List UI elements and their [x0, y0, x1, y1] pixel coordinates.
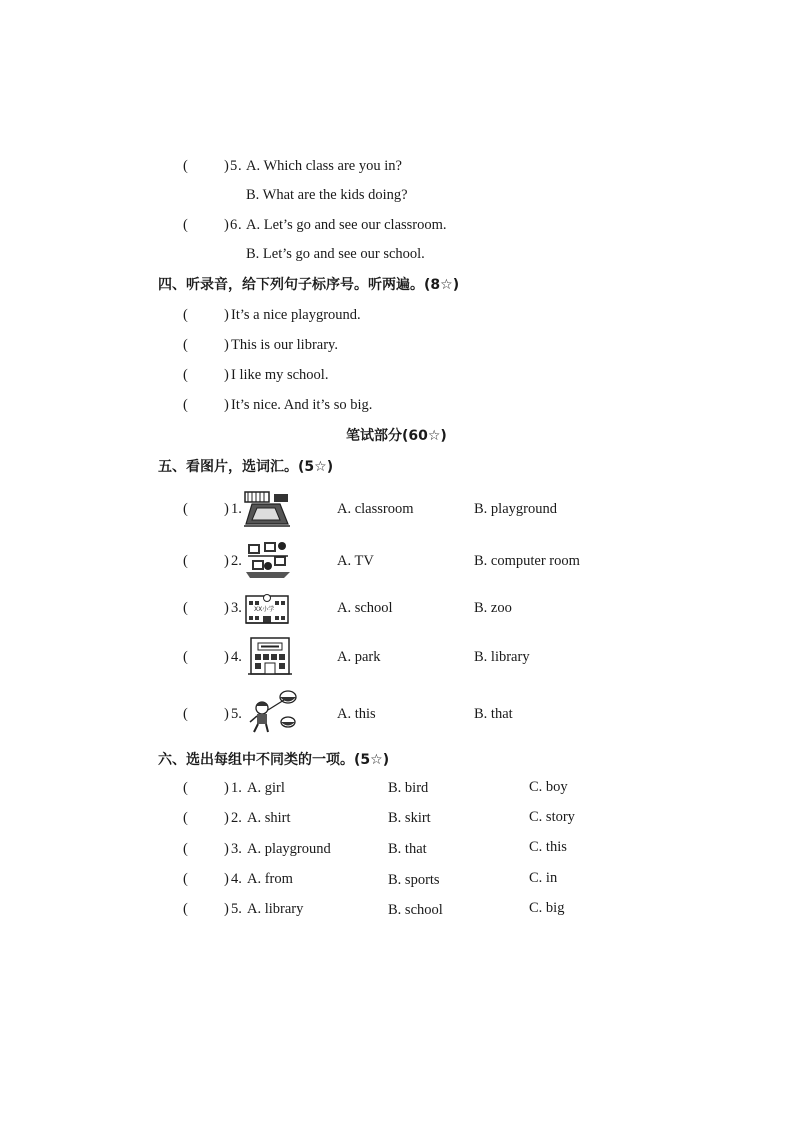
option-b: B. that [474, 706, 513, 722]
answer-paren-open[interactable]: ( [183, 706, 188, 722]
answer-paren-close: ) [224, 397, 229, 413]
option-b: B. school [388, 902, 443, 918]
option-b: B. bird [388, 780, 429, 796]
playground-icon [244, 490, 290, 528]
option-a: A. playground [247, 841, 331, 857]
answer-paren-open[interactable]: ( [183, 367, 188, 383]
written-part-title: 笔试部分(60☆) [346, 428, 447, 444]
answer-paren-close: ) [224, 706, 229, 722]
answer-paren-close: ) [224, 841, 229, 857]
option-a: A. TV [337, 553, 374, 569]
answer-paren-close: ) [224, 367, 229, 383]
option-a: A. girl [247, 780, 285, 796]
answer-paren-open[interactable]: ( [183, 901, 188, 917]
answer-paren-close: ) [224, 649, 229, 665]
option-b: B. What are the kids doing? [246, 187, 408, 203]
option-a: A. Which class are you in? [246, 158, 402, 174]
item-number: 2. [231, 553, 242, 569]
item-number: 5. [231, 901, 242, 917]
answer-paren-open[interactable]: ( [183, 780, 188, 796]
answer-paren-close: ) [224, 901, 229, 917]
option-a: A. Let’s go and see our classroom. [246, 217, 447, 233]
option-b: B. that [388, 841, 427, 857]
school-sign: XX小学 [254, 606, 275, 613]
item-number: 3. [231, 841, 242, 857]
section4-heading: 四、听录音，给下列句子标序号。听两遍。(8☆) [158, 277, 460, 293]
answer-paren-open[interactable]: ( [183, 553, 188, 569]
school-icon [245, 593, 289, 625]
answer-paren-open[interactable]: ( [183, 217, 188, 233]
answer-paren-open[interactable]: ( [183, 501, 188, 517]
option-c: C. big [529, 900, 565, 916]
section6-heading: 六、选出每组中不同类的一项。(5☆) [158, 752, 390, 768]
option-c: C. story [529, 809, 575, 825]
answer-paren-open[interactable]: ( [183, 600, 188, 616]
answer-paren-open[interactable]: ( [183, 871, 188, 887]
computer-room-icon [244, 540, 292, 580]
option-a: A. library [247, 901, 304, 917]
answer-paren-open[interactable]: ( [183, 841, 188, 857]
item-number: 6 [230, 217, 238, 233]
answer-paren-close: ) [224, 553, 229, 569]
answer-paren-close: ) [224, 307, 229, 323]
option-b: B. computer room [474, 553, 580, 569]
sentence: It’s a nice playground. [231, 307, 361, 323]
kid-balloon-icon [246, 688, 298, 734]
answer-paren-close: ) [224, 217, 229, 233]
library-icon [248, 636, 292, 676]
sentence: This is our library. [231, 337, 338, 353]
answer-paren-close: ) [224, 337, 229, 353]
option-b: B. zoo [474, 600, 512, 616]
option-a: A. shirt [247, 810, 291, 826]
option-b: B. Let’s go and see our school. [246, 246, 425, 262]
option-a: A. this [337, 706, 376, 722]
answer-paren-close: ) [224, 600, 229, 616]
option-c: C. this [529, 839, 567, 855]
option-c: C. in [529, 870, 558, 886]
answer-paren-open[interactable]: ( [183, 158, 188, 174]
option-b: B. playground [474, 501, 557, 517]
option-a: A. classroom [337, 501, 414, 517]
sentence: It’s nice. And it’s so big. [231, 397, 373, 413]
sentence: I like my school. [231, 367, 329, 383]
item-number: 1. [231, 780, 242, 796]
item-number: 5 [230, 158, 238, 174]
item-number: 3. [231, 600, 242, 616]
option-a: A. from [247, 871, 293, 887]
answer-paren-open[interactable]: ( [183, 307, 188, 323]
option-b: B. sports [388, 872, 440, 888]
option-a: A. park [337, 649, 381, 665]
option-b: B. skirt [388, 810, 431, 826]
answer-paren-close: ) [224, 810, 229, 826]
item-number: 5. [231, 706, 242, 722]
answer-paren-close: ) [224, 871, 229, 887]
item-number: 4. [231, 871, 242, 887]
answer-paren-close: ) [224, 158, 229, 174]
answer-paren-open[interactable]: ( [183, 397, 188, 413]
option-c: C. boy [529, 779, 568, 795]
answer-paren-open[interactable]: ( [183, 810, 188, 826]
answer-paren-close: ) [224, 780, 229, 796]
answer-paren-close: ) [224, 501, 229, 517]
item-number: 2. [231, 810, 242, 826]
option-b: B. library [474, 649, 530, 665]
item-number: 4. [231, 649, 242, 665]
item-number: 1. [231, 501, 242, 517]
answer-paren-open[interactable]: ( [183, 649, 188, 665]
answer-paren-open[interactable]: ( [183, 337, 188, 353]
section5-heading: 五、看图片，选词汇。(5☆) [158, 459, 334, 475]
option-a: A. school [337, 600, 393, 616]
